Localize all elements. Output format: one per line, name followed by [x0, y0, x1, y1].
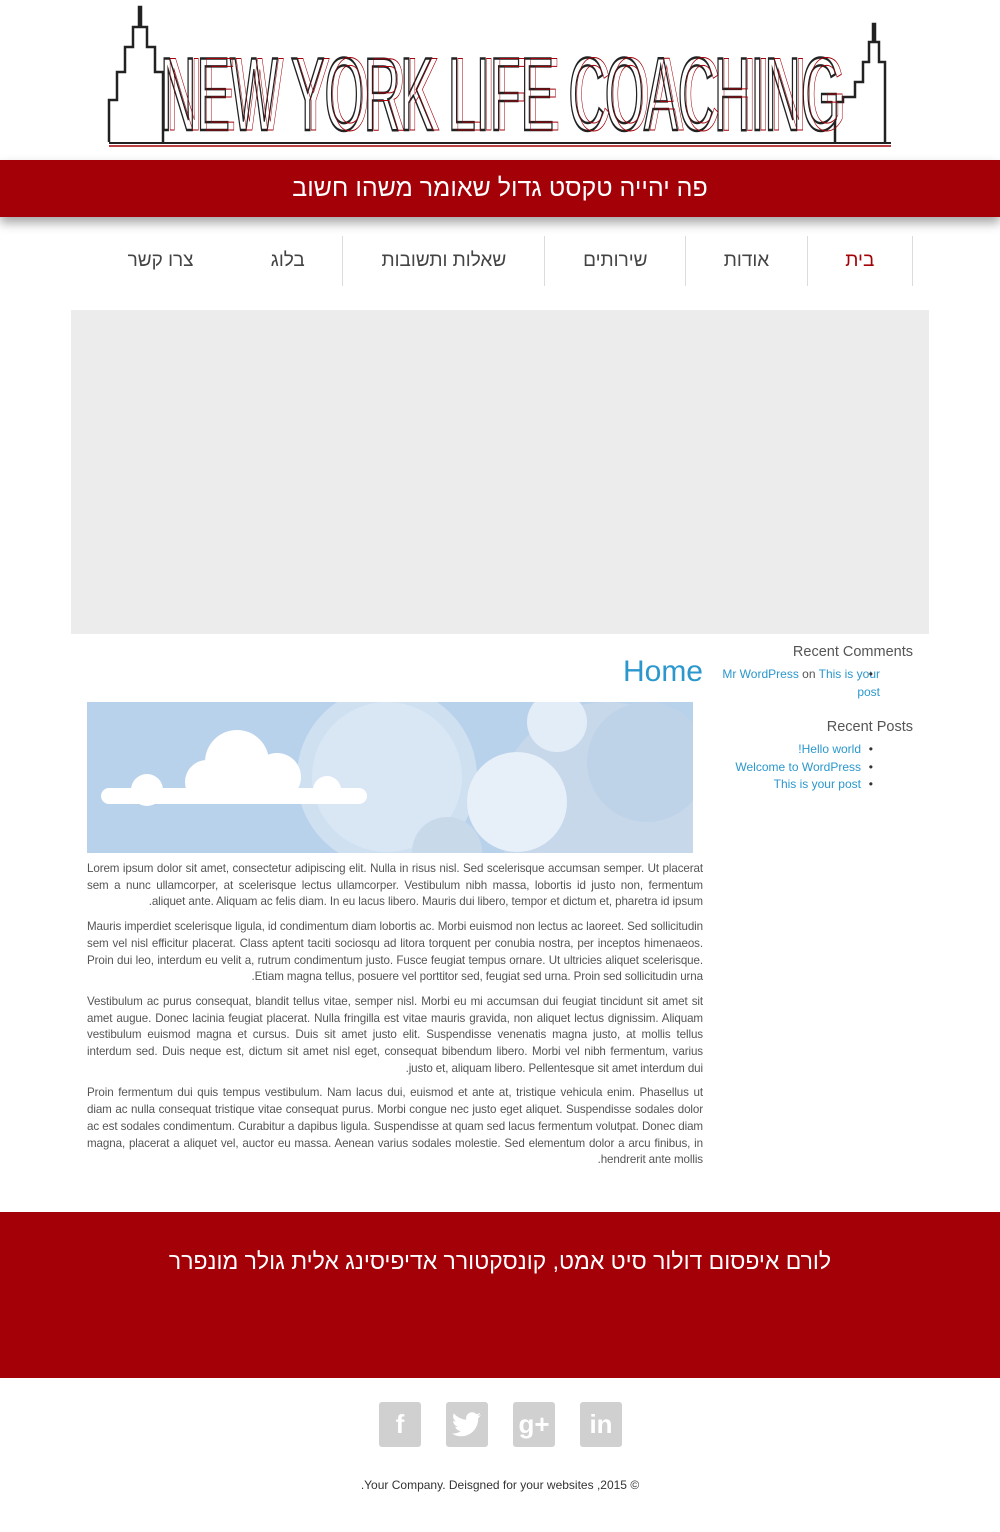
list-item — [722, 741, 913, 759]
main-content — [87, 652, 703, 1177]
list-item — [722, 776, 913, 794]
twitter-bird-icon — [452, 1412, 482, 1438]
nav-item-faq[interactable]: שאלות ותשובות — [342, 236, 544, 286]
nav-item-home[interactable]: בית — [807, 236, 913, 286]
nav-item-services[interactable]: שירותים — [544, 236, 685, 286]
headline-banner — [0, 160, 1000, 217]
banner-text: פה יהייה טקסט גדול שאומר משהו חשוב — [292, 174, 708, 202]
paragraph: Lorem ipsum dolor sit amet, consectetur adipiscing elit. Nulla in risus nisl. Sed scelerisque accumsan semper. Ut placerat sem a nunc ullamcorper, at scelerisque lectus ullamcorper. Vestibulum nibh massa, lobortis id justo non, fermentum aliquet ante. Aliquam ac felis diam. In eu lacus libero. Mauris dui libero, tempor et dictum et, pharetra id ipsum. — [87, 862, 703, 909]
nav-item-about[interactable]: אודות — [685, 236, 806, 286]
paragraph: Proin fermentum dui quis tempus vestibulum. Nam lacus dui, euismod et ante at, tristique vehicula enim. Phasellus ut diam ac nulla consequat tristique vitae consequat purus. Morbi congue nec justo eget aliquet. Suspendisse sodales dolor ac est sodales condimentum. Curabitur a dapibus ligula. Suspendisse at quam sed lacus fermentum volutpat. Donec diam magna, placerat a aliquet vel, auctor eu massa. Aenean varius sodales molestie. Sed elementum dolor a arcu finibus, in hendrerit ante mollis. — [87, 1086, 703, 1167]
comment-post-link[interactable]: This is your post — [818, 667, 880, 699]
footer-slogan: לורם איפסום דולור סיט אמט, קונסקטורר אדיפיסינג אלית גולר מונפרר — [168, 1248, 832, 1274]
google-plus-icon[interactable]: g+ — [513, 1402, 555, 1447]
site-logo[interactable] — [105, 2, 895, 150]
twitter-icon[interactable] — [446, 1402, 488, 1447]
recent-comments-list — [722, 666, 913, 701]
recent-posts-list — [722, 741, 913, 794]
facebook-icon[interactable]: f — [379, 1402, 421, 1447]
image-slider[interactable] — [71, 310, 929, 634]
copyright: © 2015, Your Company. Deisgned for your websites. — [360, 1478, 640, 1492]
post-link[interactable]: This is your post — [773, 777, 861, 791]
list-item — [722, 759, 913, 777]
post-link[interactable]: Welcome to WordPress — [735, 759, 861, 774]
svg-text:NEW YORK LIFE COACHING: NEW YORK LIFE COACHING — [166, 37, 846, 150]
comment-on-label: on — [802, 667, 816, 681]
post-body — [87, 861, 703, 1169]
recent-posts-title: Recent Posts — [826, 719, 913, 735]
paragraph: Mauris imperdiet scelerisque ligula, id condimentum diam lobortis ac. Morbi euismod non lectus ac laoreet. Sed sollicitudin sem vel nisl efficitur placerat. Class aptent taciti sociosqu ad litora torquent per conubia nostra, per inceptos himenaeos. Proin dui leo, interdum eu velit a, rutrum condimentum justo. Fusce feugiat tempus ornare. Ut ultricies aliquet scelerisque. Etiam magna tellus, posuere vel porttitor sed, feugiat sed urna. Proin sed sollicitudin urna. — [87, 920, 703, 984]
footer-band — [0, 1212, 1000, 1378]
main-nav — [88, 236, 913, 286]
paragraph: Vestibulum ac purus consequat, blandit tellus vitae, semper nisl. Morbi eu mi accumsan dui feugiat tincidunt sit amet sit amet augue. Donec lacinia feugiat placerat. Nulla fringilla est vitae mauris gravida, non aliquet lectus dignissim. Aliquam vestibulum euismod magna et cursus. Duis sit amet justo elit. Suspendisse venenatis magna justo, at mollis tellus interdum sed. Duis neque est, dictum sit amet nisl eget, consequat bibendum libero. Morbi vel nibh fermentum, varius justo et, aliquam libero. Pellentesque sit amet interdum dui. — [87, 994, 703, 1075]
nav-item-blog[interactable]: בלוג — [270, 250, 305, 271]
sidebar — [722, 644, 913, 812]
nav-item-contact[interactable]: צרו קשר — [127, 250, 194, 271]
logo-text: NEW YORK LIFE COACHING — [160, 37, 840, 150]
social-links — [379, 1402, 622, 1447]
recent-comments-title: Recent Comments — [792, 644, 913, 660]
list-item — [722, 666, 913, 701]
hero-image — [87, 702, 693, 853]
page-title: Home — [622, 655, 703, 688]
comment-author-link[interactable]: Mr WordPress — [722, 667, 799, 681]
linkedin-icon[interactable]: in — [580, 1402, 622, 1447]
post-link[interactable]: Hello world! — [798, 742, 861, 756]
